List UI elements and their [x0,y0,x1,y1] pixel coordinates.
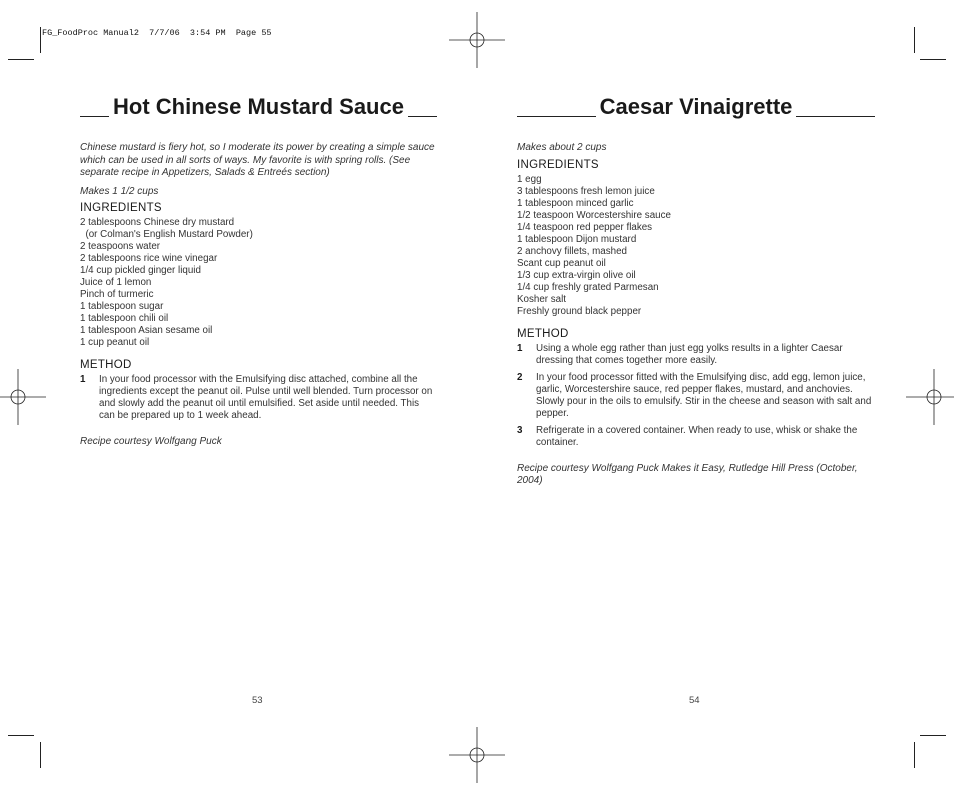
method-step [80,374,437,422]
title-block [517,90,875,124]
page-number: 53 [252,695,263,706]
registration-mark-icon [906,369,954,425]
ingredients-list [517,174,875,318]
ingredient-item: 1/4 cup freshly grated Parmesan [517,281,659,293]
ingredient-item: 2 tablespoons rice wine vinegar [80,253,218,264]
crop-mark [40,742,41,768]
crop-mark [920,59,946,60]
page-title: Caesar Vinaigrette [517,90,875,124]
method-step [517,425,875,449]
step-text: Refrigerate in a covered container. When ready to use, whisk or shake the container. [536,424,858,448]
ingredient-item: 1 tablespoon chili oil [80,313,169,324]
left-page [80,90,437,459]
method-step [517,372,875,420]
registration-mark-icon [449,12,505,68]
step-number: 1 [517,342,523,354]
ingredient-item: 2 tablespoons Chinese dry mustard [80,217,235,228]
crop-mark [914,27,915,53]
ingredients-heading: INGREDIENTS [517,158,599,171]
step-text: In your food processor fitted with the Emulsifying disc, add egg, lemon juice, garlic, Worcestershire sauce, red pepper flakes, mustard, and anchovies. Slowly pour in the oils to emulsify. Stir in the cheese and season with salt and pepper. [536,371,872,419]
method-list [80,374,437,422]
ingredient-item: Freshly ground black pepper [517,305,642,317]
ingredient-item: Juice of 1 lemon [80,277,152,288]
ingredient-item: 1 tablespoon sugar [80,301,164,312]
yield-text: Makes about 2 cups [517,142,607,153]
registration-mark-icon [0,369,46,425]
crop-mark [920,735,946,736]
print-slug: FG_FoodProc Manual2 7/7/06 3:54 PM Page 55 [42,28,272,38]
ingredient-item: 1 tablespoon Asian sesame oil [80,325,213,336]
method-heading: METHOD [80,359,132,371]
method-heading: METHOD [517,327,569,340]
ingredient-item: Pinch of turmeric [80,289,154,300]
ingredient-item: 1/3 cup extra-virgin olive oil [517,269,636,281]
crop-mark [8,735,34,736]
ingredient-item: 3 tablespoons fresh lemon juice [517,185,655,197]
recipe-credit: Recipe courtesy Wolfgang Puck [80,436,222,447]
intro-text: Chinese mustard is fiery hot, so I moderate its power by creating a simple sauce which can be used in all sorts of ways. My favorite is with spring rolls. (See separate recipe in Appetizers, Salads & Entreés section) [80,142,435,178]
right-page [517,90,875,498]
method-list [517,343,875,449]
ingredient-item: 2 anchovy fillets, mashed [517,245,627,257]
ingredient-item: (or Colman's English Mustard Powder) [80,229,253,240]
ingredient-item: 1 cup peanut oil [80,337,150,348]
step-number: 1 [80,374,86,385]
step-number: 2 [517,371,523,383]
step-number: 3 [517,424,523,436]
yield-text: Makes 1 1/2 cups [80,185,159,197]
ingredient-item: 1 egg [517,173,542,185]
ingredient-item: 1 tablespoon Dijon mustard [517,233,637,245]
ingredients-heading: INGREDIENTS [80,202,162,214]
page-number: 54 [689,695,700,706]
recipe-credit: Recipe courtesy Wolfgang Puck Makes it Easy, Rutledge Hill Press (October, 2004) [517,462,858,486]
ingredient-item: 2 teaspoons water [80,241,161,252]
step-text: In your food processor with the Emulsifying disc attached, combine all the ingredients except the peanut oil. Pulse until well blended. Turn processor on and slowly add the peanut oil until emulsified. Set aside until needed. This can be prepared up to 1 week ahead. [99,374,433,421]
ingredients-list [80,217,437,349]
crop-mark [914,742,915,768]
crop-mark [8,59,34,60]
ingredient-item: Kosher salt [517,293,567,305]
step-text: Using a whole egg rather than just egg yolks results in a lighter Caesar dressing that comes together more easily. [536,342,843,366]
page-title: Hot Chinese Mustard Sauce [80,90,437,124]
ingredient-item: 1 tablespoon minced garlic [517,197,634,209]
registration-mark-icon [449,727,505,783]
crop-mark [40,27,41,53]
title-block [80,90,437,124]
ingredient-item: 1/2 teaspoon Worcestershire sauce [517,209,671,221]
ingredient-item: 1/4 cup pickled ginger liquid [80,265,201,276]
method-step [517,343,875,367]
ingredient-item: Scant cup peanut oil [517,257,606,269]
ingredient-item: 1/4 teaspoon red pepper flakes [517,221,653,233]
